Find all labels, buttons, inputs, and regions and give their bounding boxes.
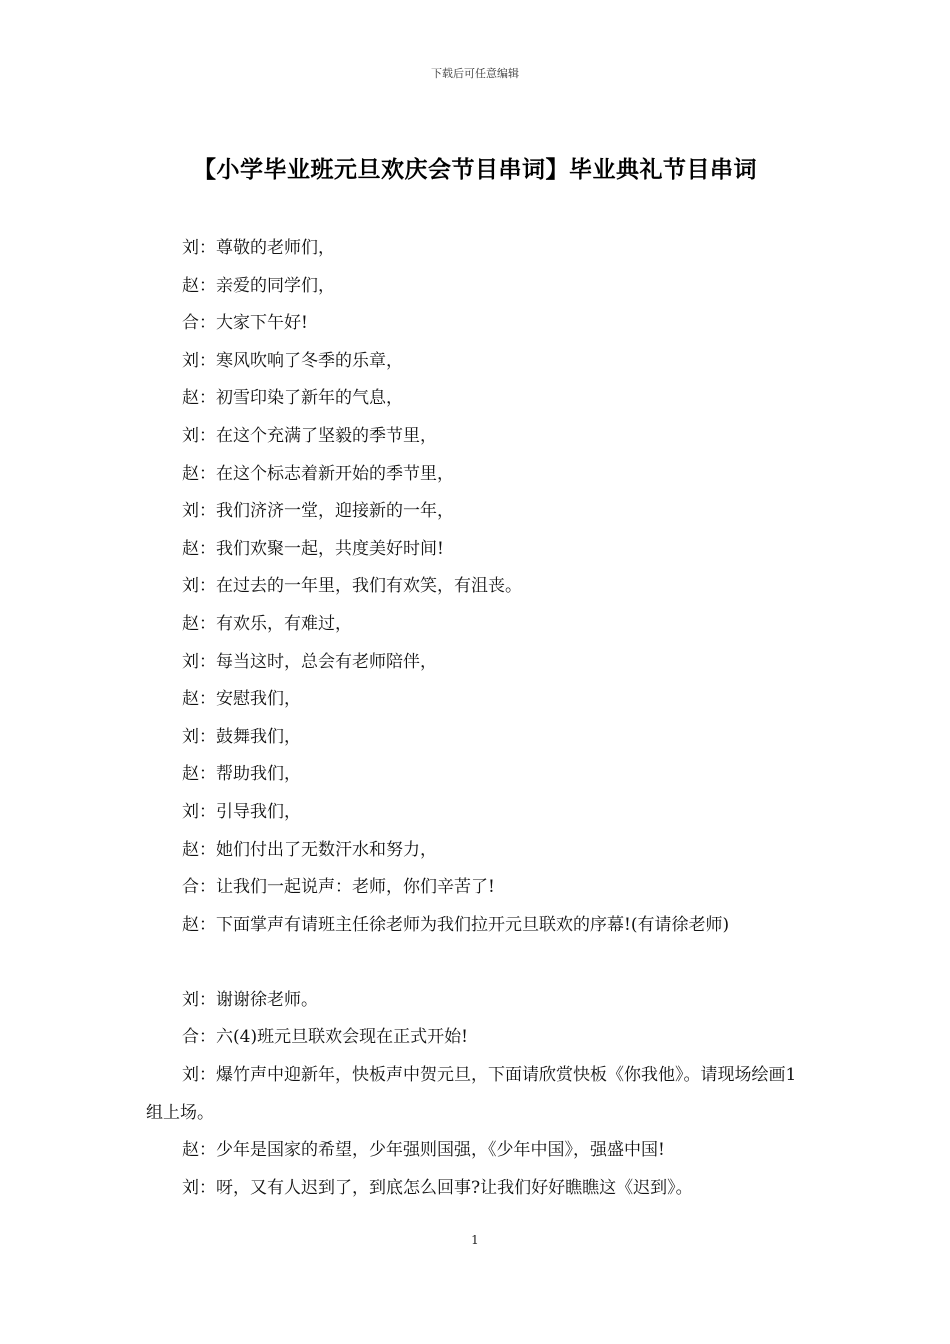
script-line: 刘：每当这时，总会有老师陪伴， <box>182 651 437 672</box>
blank-line <box>146 944 810 982</box>
script-line: 刘：爆竹声中迎新年，快板声中贺元旦，下面请欣赏快板《你我他》。请现场绘画1组上场。 <box>146 1065 797 1123</box>
script-line: 赵：我们欢聚一起，共度美好时间! <box>182 538 444 559</box>
script-line: 刘：尊敬的老师们， <box>182 238 335 258</box>
script-line: 合：大家下午好! <box>182 313 308 334</box>
script-line: 合：六(4)班元旦联欢会现在正式开始! <box>182 1027 468 1048</box>
script-line: 刘：呀，又有人迟到了，到底怎么回事?让我们好好瞧瞧这《迟到》。 <box>182 1177 693 1198</box>
script-line: 刘：谢谢徐老师。 <box>182 989 318 1010</box>
script-line: 赵：在这个标志着新开始的季节里， <box>182 463 454 484</box>
page-number: 1 <box>471 1233 479 1247</box>
script-line: 赵：有欢乐，有难过， <box>182 613 352 634</box>
script-line: 刘：寒风吹响了冬季的乐章， <box>182 350 403 371</box>
script-line: 合：让我们一起说声：老师，你们辛苦了! <box>182 877 495 898</box>
script-line: 赵：帮助我们， <box>182 764 301 785</box>
script-line: 刘：在过去的一年里，我们有欢笑，有沮丧。 <box>182 576 522 597</box>
script-line: 赵：初雪印染了新年的气息， <box>182 388 403 409</box>
document-body <box>146 230 810 1207</box>
script-line: 赵：下面掌声有请班主任徐老师为我们拉开元旦联欢的序幕!(有请徐老师) <box>182 914 730 935</box>
document-title: 【小学毕业班元旦欢庆会节目串词】毕业典礼节目串词 <box>193 156 757 183</box>
script-line: 赵：安慰我们， <box>182 689 301 710</box>
script-line: 刘：引导我们， <box>182 801 301 822</box>
script-line: 赵：她们付出了无数汗水和努力， <box>182 839 437 860</box>
script-line: 赵：少年是国家的希望，少年强则国强，《少年中国》，强盛中国! <box>182 1140 665 1161</box>
script-line: 刘：我们济济一堂，迎接新的一年， <box>182 501 454 522</box>
page-header-note: 下载后可任意编辑 <box>431 67 519 80</box>
script-line: 刘：在这个充满了坚毅的季节里， <box>182 425 437 446</box>
script-line: 赵：亲爱的同学们， <box>182 275 335 296</box>
script-line: 刘：鼓舞我们， <box>182 726 301 747</box>
